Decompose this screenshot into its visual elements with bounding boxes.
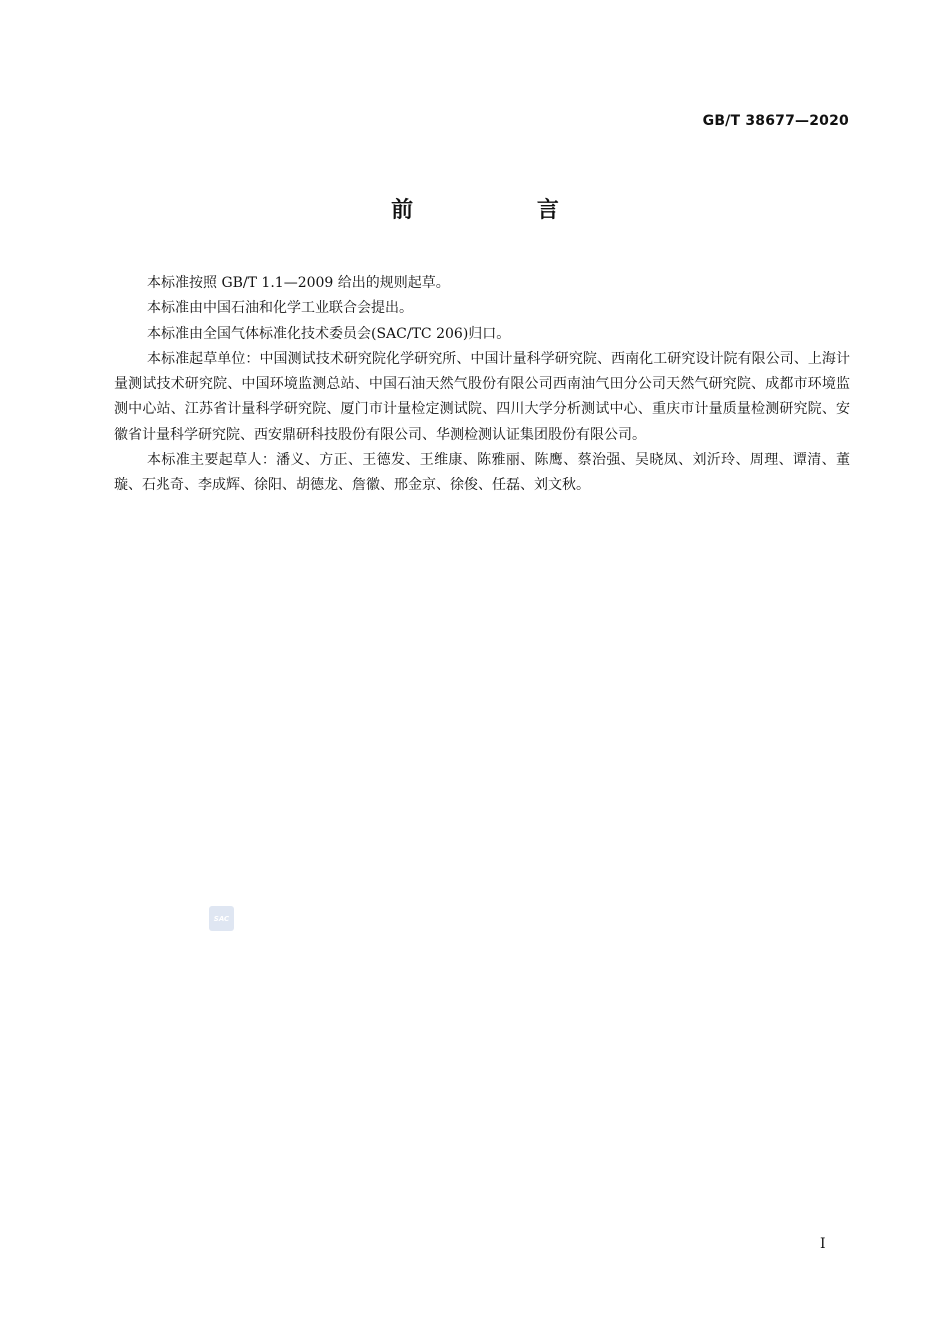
document-body xyxy=(114,271,850,499)
standard-number: GB/T 38677—2020 xyxy=(702,113,849,129)
paragraph-technical-committee: 本标准由全国气体标准化技术委员会(SAC/TC 206)归口。 xyxy=(147,325,511,342)
paragraph-drafters: 本标准主要起草人：潘义、方正、王德发、王维康、陈雅丽、陈鹰、蔡治强、吴晓凤、刘沂玲、周理、谭清、董璇、石兆奇、李成辉、徐阳、胡德龙、詹徽、邢金京、徐俊、任磊、刘文秋。 xyxy=(114,452,850,494)
paragraph-drafting-units: 本标准起草单位：中国测试技术研究院化学研究所、中国计量科学研究院、西南化工研究设计院有限公司、上海计量测试技术研究院、中国环境监测总站、中国石油天然气股份有限公司西南油气田分公司天然气研究院、成都市环境监测中心站、江苏省计量科学研究院、厦门市计量检定测试院、四川大学分析测试中心、重庆市计量质量检测研究院、安徽省计量科学研究院、西安鼎研科技股份有限公司、华测检测认证集团股份有限公司。 xyxy=(114,350,850,443)
paragraph-drafting-rules: 本标准按照 GB/T 1.1—2009 给出的规则起草。 xyxy=(147,275,450,291)
page-number: I xyxy=(820,1236,826,1252)
paragraph-proposer: 本标准由中国石油和化学工业联合会提出。 xyxy=(147,300,413,317)
sac-watermark-logo: SAC xyxy=(209,906,234,931)
page-title: 前 言 xyxy=(391,198,617,223)
